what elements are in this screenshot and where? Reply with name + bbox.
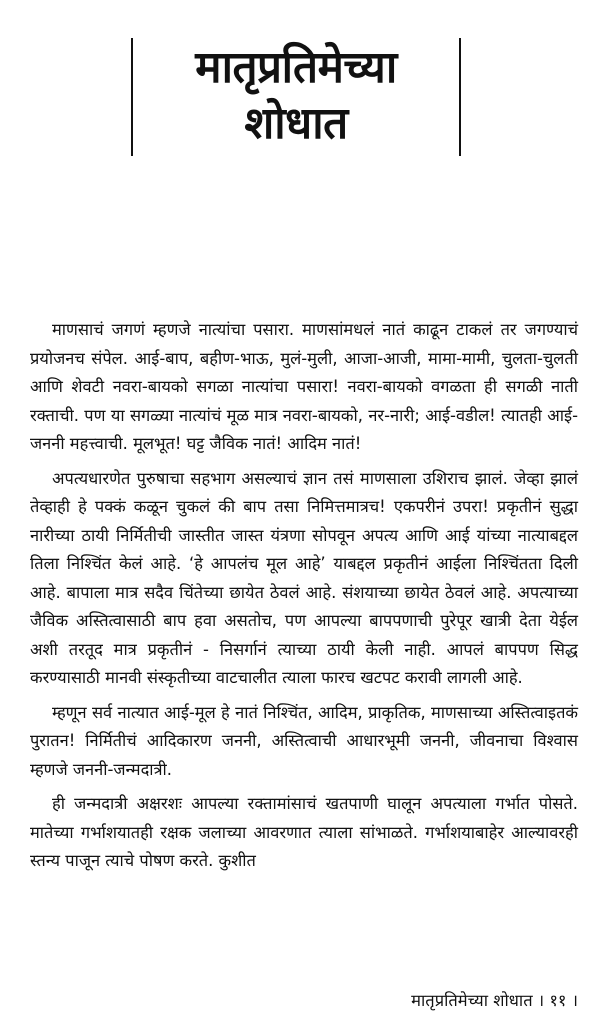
- running-footer: मातृप्रतिमेच्या शोधात । ११ ।: [411, 991, 578, 1010]
- title-right-rule: [459, 38, 461, 156]
- paragraph-1: माणसाचं जगणं म्हणजे नात्यांचा पसारा. माणसांमधलं नातं काढून टाकलं तर जगण्याचं प्रयोजनच संपेल. आई-बाप, बहीण-भाऊ, मुलं-मुली, आजा-आजी, मामा-मामी, चुलता-चुलती आणि शेवटी नवरा-बायको सगळा नात्यांचा पसारा! नवरा-बायको वगळता ही सगळी नाती रक्ताची. पण या सगळ्या नात्यांचं मूळ मात्र नवरा-बायको, नर-नारी; आई-वडील! त्यातही आई-जननी महत्त्वाची. मूलभूत! घट्ट जैविक नातं! आदिम नातं!: [30, 320, 578, 453]
- chapter-title-line-1: मातृप्रतिमेच्या: [195, 42, 397, 93]
- chapter-title: [135, 40, 457, 152]
- body-text: [30, 316, 578, 876]
- paragraph-3: म्हणून सर्व नात्यात आई-मूल हे नातं निश्चिंत, आदिम, प्राकृतिक, माणसाच्या अस्तित्वाइतकं पुरातन! निर्मितीचं आदिकारण जननी, अस्तित्वाची आधारभूमी जननी, जीवनाचा विश्वास म्हणजे जननी-जन्मदात्री.: [30, 702, 578, 779]
- chapter-title-line-2: शोधात: [244, 98, 348, 149]
- paragraph-4: ही जन्मदात्री अक्षरशः आपल्या रक्तामांसाचं खतपाणी घालून अपत्याला गर्भात पोसते. मातेच्या गर्भाशयातही रक्षक जलाच्या आवरणात त्याला सांभाळते. गर्भाशयाबाहेर आल्यावरही स्तन्य पाजून त्याचे पोषण करते. कुशीत: [30, 794, 578, 870]
- title-left-rule: [131, 38, 133, 156]
- paragraph-2: अपत्यधारणेत पुरुषाचा सहभाग असल्याचं ज्ञान तसं माणसाला उशिराच झालं. जेव्हा झालं तेव्हाही हे पक्कं कळून चुकलं की बाप तसा निमित्तमात्रच! एकपरीनं उपरा! प्रकृतीनं सुद्धा नारीच्या ठायी निर्मितीची जास्तीत जास्त यंत्रणा सोपवून अपत्य आणि आई यांच्या नात्याबद्दल तिला निश्चिंत केलं आहे. ‘हे आपलंच मूल आहे’ याबद्दल प्रकृतीनं आईला निश्चिंतता दिली आहे. बापाला मात्र सदैव चिंतेच्या छायेत ठेवलं आहे. संशयाच्या छायेत ठेवलं आहे. अपत्याच्या जैविक अस्तित्वासाठी बाप हवा असतोच, पण आपल्या बापपणाची पुरेपूर खात्री देता येईल अशी तरतूद मात्र प्रकृतीनं - निसर्गानं त्याच्या ठायी केली नाही. आपलं बापपण सिद्ध करण्यासाठी मानवी संस्कृतीच्या वाटचालीत त्याला फारच खटपट करावी लागली आहे.: [30, 468, 578, 687]
